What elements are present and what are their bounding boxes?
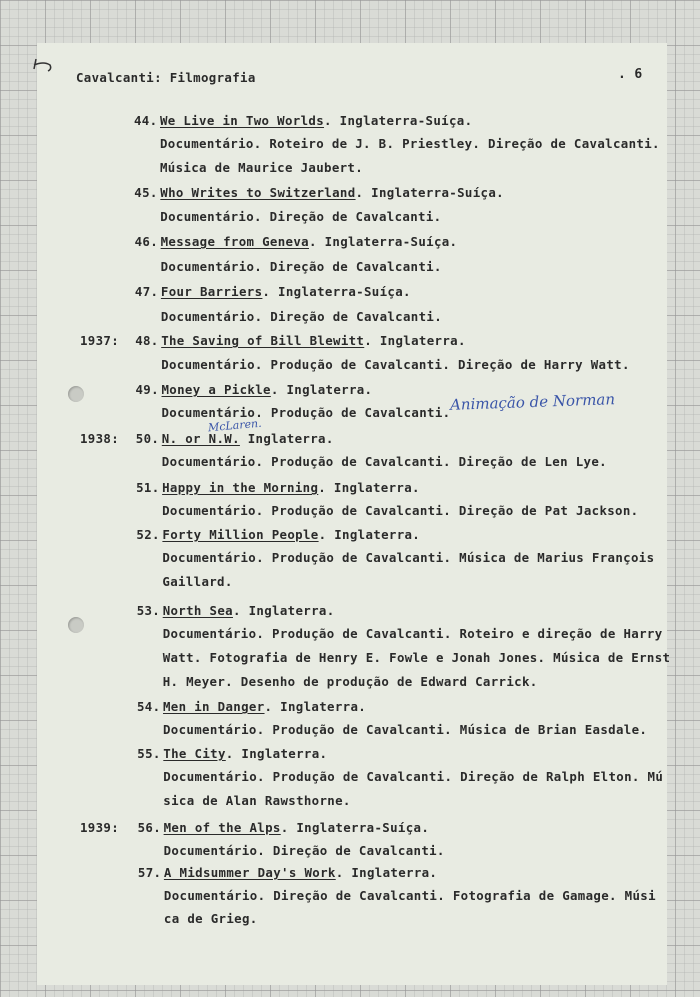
entry-heading xyxy=(162,383,373,397)
entry-heading xyxy=(160,114,472,128)
entry-detail-line: H. Meyer. Desenho de produção de Edward Carrick. xyxy=(162,674,538,689)
film-country: . Inglaterra. xyxy=(225,746,328,761)
entry-detail-line: ca de Grieg. xyxy=(163,911,258,926)
film-title: Four Barriers xyxy=(160,284,263,299)
entry-detail-line: Documentário. Produção de Cavalcanti. Música de Brian Easdale. xyxy=(163,722,648,737)
film-title: The City xyxy=(163,746,226,761)
entry-detail-line: Documentário. Produção de Cavalcanti. Direção de Harry Watt. xyxy=(161,357,630,372)
entry-number: 53. xyxy=(136,603,161,618)
entry-heading xyxy=(162,528,420,542)
staple-mark xyxy=(30,55,60,85)
entry-number: 50. xyxy=(135,431,160,446)
film-country: . Inglaterra. xyxy=(232,603,335,618)
entry-detail-line: Documentário. Produção de Cavalcanti. xyxy=(161,405,451,420)
film-country: Inglaterra. xyxy=(239,431,334,446)
entry-number: 45. xyxy=(134,185,158,200)
entry-detail-line: Documentário. Produção de Cavalcanti. Música de Marius François xyxy=(162,550,655,565)
page-number: . 6 xyxy=(618,67,643,82)
entry-detail-line: Música de Maurice Jaubert. xyxy=(160,160,364,175)
entry-heading xyxy=(163,604,335,618)
entry-heading xyxy=(161,334,466,348)
entry-detail-line: Documentário. Direção de Cavalcanti. xyxy=(163,843,445,858)
film-country: . Inglaterra. xyxy=(270,382,373,397)
handwritten-annotation-small: McLaren. xyxy=(207,416,263,435)
entry-detail-line: Documentário. Produção de Cavalcanti. Direção de Len Lye. xyxy=(161,454,607,469)
film-title: A Midsummer Day's Work xyxy=(163,865,336,880)
film-title: Happy in the Morning xyxy=(162,480,319,495)
entry-number: 54. xyxy=(137,699,161,714)
film-title: Men of the Alps xyxy=(163,820,281,835)
film-title: N. or N.W. xyxy=(161,431,240,446)
entry-heading xyxy=(160,186,504,200)
film-country: . Inglaterra. xyxy=(364,333,466,348)
film-country: . Inglaterra. xyxy=(318,527,421,542)
entry-number: 44. xyxy=(134,113,158,128)
entry-detail-line: Documentário. Produção de Cavalcanti. Direção de Ralph Elton. Mú xyxy=(163,769,664,784)
film-title: Forty Million People xyxy=(162,527,319,542)
entry-number: 51. xyxy=(136,480,160,495)
document-title: Cavalcanti: Filmografia xyxy=(76,70,256,85)
entry-heading xyxy=(163,700,366,714)
film-country: . Inglaterra. xyxy=(335,865,438,880)
film-country: . Inglaterra. xyxy=(318,480,420,495)
film-title: Who Writes to Switzerland xyxy=(160,185,356,200)
handwritten-annotation: Animação de Norman xyxy=(449,390,616,414)
film-title: North Sea xyxy=(162,603,233,618)
film-title: Message from Geneva xyxy=(160,234,309,249)
entry-number: 57. xyxy=(137,865,162,880)
entry-detail-line: Documentário. Roteiro de J. B. Priestley. Direção de Cavalcanti. xyxy=(160,136,660,151)
entry-detail-line: Documentário. Produção de Cavalcanti. Direção de Pat Jackson. xyxy=(162,503,639,518)
film-country: . Inglaterra. xyxy=(264,699,367,714)
entry-number: 48. xyxy=(135,333,159,348)
entry-detail-line: Gaillard. xyxy=(162,574,233,589)
entry-heading xyxy=(164,821,430,835)
entry-heading xyxy=(161,285,411,299)
entry-year: 1939: xyxy=(80,820,120,835)
entry-number: 49. xyxy=(135,382,159,397)
entry-heading xyxy=(163,747,327,761)
entry-year: 1938: xyxy=(80,431,120,446)
film-title: Money a Pickle xyxy=(161,382,271,397)
punch-hole xyxy=(68,617,84,633)
entry-year: 1937: xyxy=(80,333,120,348)
film-country: . Inglaterra-Suíça. xyxy=(324,113,473,128)
film-country: . Inglaterra-Suíça. xyxy=(262,284,411,299)
entry-heading xyxy=(164,866,437,880)
entry-heading xyxy=(162,481,420,495)
punch-hole xyxy=(68,386,84,402)
film-country: . Inglaterra-Suíça. xyxy=(308,234,458,249)
entry-heading xyxy=(162,432,334,446)
entry-detail-line: Documentário. Direção de Cavalcanti. Fotografia de Gamage. Músi xyxy=(163,888,656,903)
film-title: The Saving of Bill Blewitt xyxy=(161,333,365,348)
entry-detail-line: sica de Alan Rawsthorne. xyxy=(163,793,351,808)
entry-number: 56. xyxy=(137,820,162,835)
entry-number: 46. xyxy=(134,234,159,249)
film-country: . Inglaterra-Suíça. xyxy=(355,185,504,200)
film-country: . Inglaterra-Suíça. xyxy=(280,820,430,835)
entry-detail-line: Watt. Fotografia de Henry E. Fowle e Jonah Jones. Música de Ernst xyxy=(162,650,671,665)
entry-detail-line: Documentário. Direção de Cavalcanti. xyxy=(160,309,443,324)
entry-number: 55. xyxy=(137,746,161,761)
entry-detail-line: Documentário. Direção de Cavalcanti. xyxy=(160,259,442,274)
entry-detail-line: Documentário. Direção de Cavalcanti. xyxy=(160,209,442,224)
film-title: Men in Danger xyxy=(163,699,265,714)
entry-number: 52. xyxy=(136,527,160,542)
entry-detail-line: Documentário. Produção de Cavalcanti. Roteiro e direção de Harry xyxy=(162,626,663,641)
entry-heading xyxy=(161,235,458,249)
film-title: We Live in Two Worlds xyxy=(160,113,325,128)
entry-number: 47. xyxy=(134,284,159,299)
